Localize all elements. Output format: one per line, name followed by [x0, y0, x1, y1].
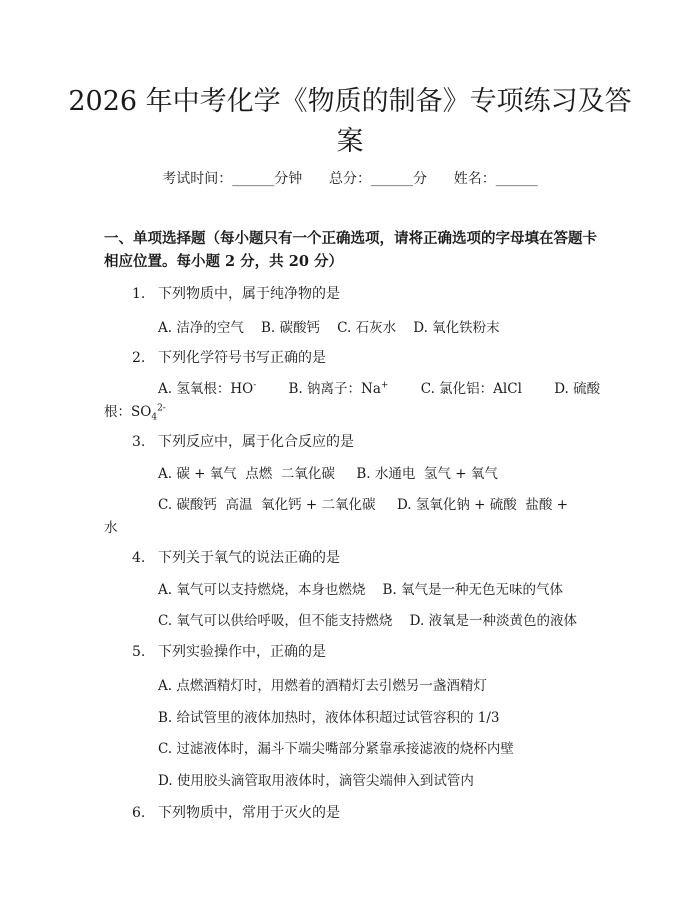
option-d: D. 硫酸	[554, 381, 601, 397]
option-a: A. 氢氧根：HO-	[158, 380, 257, 397]
question-number: 5.	[132, 644, 146, 660]
question-3-options-line1: A. 碳 + 氧气 点燃 二氧化碳 B. 水通电 氢气 + 氧气	[158, 466, 498, 482]
question-5-option-c: C. 过滤液体时，漏斗下端尖嘴部分紧靠承接滤液的烧杯内壁	[158, 741, 514, 757]
question-3	[132, 431, 354, 451]
question-text: 下列物质中，属于纯净物的是	[158, 286, 340, 302]
question-6	[132, 802, 340, 822]
option-c: C. 氯化铝：AlCl	[420, 381, 522, 397]
question-text: 下列物质中，常用于灭火的是	[158, 805, 340, 821]
question-text: 下列关于氧气的说法正确的是	[158, 550, 340, 566]
question-4-options-line2: C. 氧气可以供给呼吸，但不能支持燃烧 D. 液氧是一种淡黄色的液体	[158, 613, 578, 629]
question-5-option-d: D. 使用胶头滴管取用液体时，滴管尖端伸入到试管内	[158, 773, 474, 789]
question-5-option-a: A. 点燃酒精灯时，用燃着的酒精灯去引燃另一盏酒精灯	[158, 678, 487, 694]
question-3-options-line2: C. 碳酸钙 高温 氧化钙 + 二氧化碳 D. 氢氧化钠 + 硫酸 盐酸 +	[158, 497, 568, 513]
question-text: 下列反应中，属于化合反应的是	[158, 434, 354, 450]
question-number: 3.	[132, 434, 146, 450]
page-title: 2026 年中考化学《物质的制备》专项练习及答案	[68, 86, 632, 157]
question-2-wrap: 根：$SO_4^{2-}$	[104, 403, 166, 423]
question-text: 下列实验操作中，正确的是	[158, 644, 326, 660]
question-5-option-b: B. 给试管里的液体加热时，液体体积超过试管容积的 1/3	[158, 710, 500, 726]
question-4-options-line1: A. 氧气可以支持燃烧，本身也燃烧 B. 氧气是一种无色无味的气体	[158, 582, 563, 598]
question-number: 2.	[132, 350, 146, 366]
question-text: 下列化学符号书写正确的是	[158, 350, 326, 366]
question-2-options	[158, 377, 600, 397]
question-1	[132, 283, 340, 303]
question-3-wrap: 水	[104, 520, 118, 536]
question-number: 6.	[132, 805, 146, 821]
section-heading: 一、单项选择题（每小题只有一个正确选项，请将正确选项的字母填在答题卡相应位置。每小题 2 分，共 20 分）	[104, 230, 597, 270]
question-2	[132, 347, 326, 367]
question-1-options: A. 洁净的空气 B. 碳酸钙 C. 石灰水 D. 氧化铁粉末	[158, 320, 500, 336]
option-b: B. 钠离子：Na+	[288, 380, 389, 397]
question-number: 1.	[132, 286, 146, 302]
question-5	[132, 641, 326, 661]
question-number: 4.	[132, 550, 146, 566]
question-4	[132, 547, 340, 567]
exam-meta: 考试时间：______分钟 总分：______分 姓名：______	[162, 171, 538, 187]
